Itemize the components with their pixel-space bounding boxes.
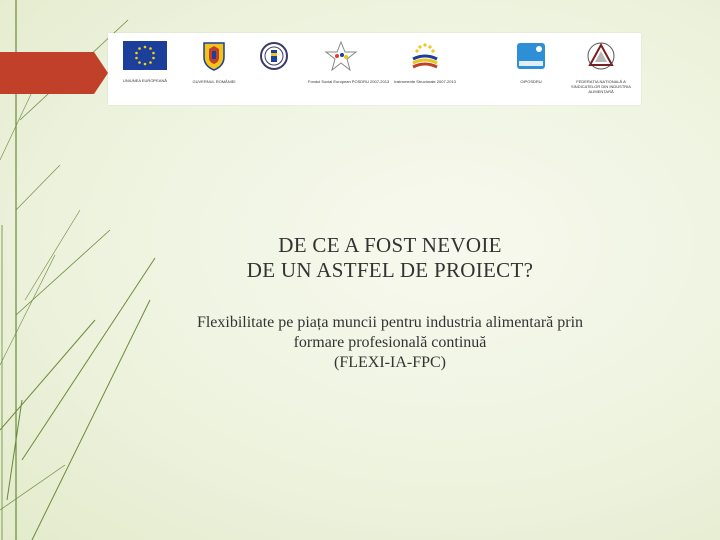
red-ribbon bbox=[0, 52, 108, 94]
romanian-crest-icon bbox=[201, 41, 227, 71]
federation-triangle-icon bbox=[585, 41, 617, 71]
logo-caption: GUVERNUL ROMÂNIEI bbox=[192, 79, 236, 84]
logo-cndipt bbox=[512, 41, 550, 84]
logo-eu bbox=[120, 41, 170, 83]
star-logo-icon bbox=[324, 41, 358, 71]
subtitle-line-1: Flexibilitate pe piața muncii pentru industria alimentară prin bbox=[196, 314, 584, 331]
structural-instruments-icon bbox=[407, 41, 443, 71]
logo-ministry-seal bbox=[256, 41, 292, 76]
project-name bbox=[120, 313, 660, 373]
subtitle-line-3: (FLEXI-IA-FPC) bbox=[334, 354, 446, 371]
logo-caption: Fondul Social European POSDRU 2007-2013 bbox=[308, 79, 390, 84]
logo-instrumente-structurale bbox=[390, 41, 460, 84]
logo-strip bbox=[108, 33, 641, 105]
logo-romanian-gov bbox=[188, 41, 240, 84]
seal-icon bbox=[259, 41, 289, 71]
subtitle-line-2: formare profesională continuă bbox=[293, 334, 487, 351]
eu-flag-icon bbox=[123, 41, 167, 70]
logo-federation bbox=[568, 41, 634, 94]
logo-caption: FEDERAȚIA NAȚIONALĂ A SINDICATELOR DIN INDUSTRIA ALIMENTARĂ bbox=[571, 79, 631, 94]
slide-title bbox=[150, 233, 630, 283]
cndipt-icon bbox=[515, 41, 547, 71]
logo-caption: UNIUNEA EUROPEANĂ bbox=[122, 78, 167, 83]
title-line-1: DE CE A FOST NEVOIE bbox=[278, 233, 502, 257]
title-line-2: DE UN ASTFEL DE PROIECT? bbox=[246, 258, 534, 282]
logo-caption: Instrumente Structurale 2007-2013 bbox=[394, 79, 456, 84]
logo-caption: OIPOSDRU bbox=[520, 79, 542, 84]
logo-fse bbox=[308, 41, 390, 84]
